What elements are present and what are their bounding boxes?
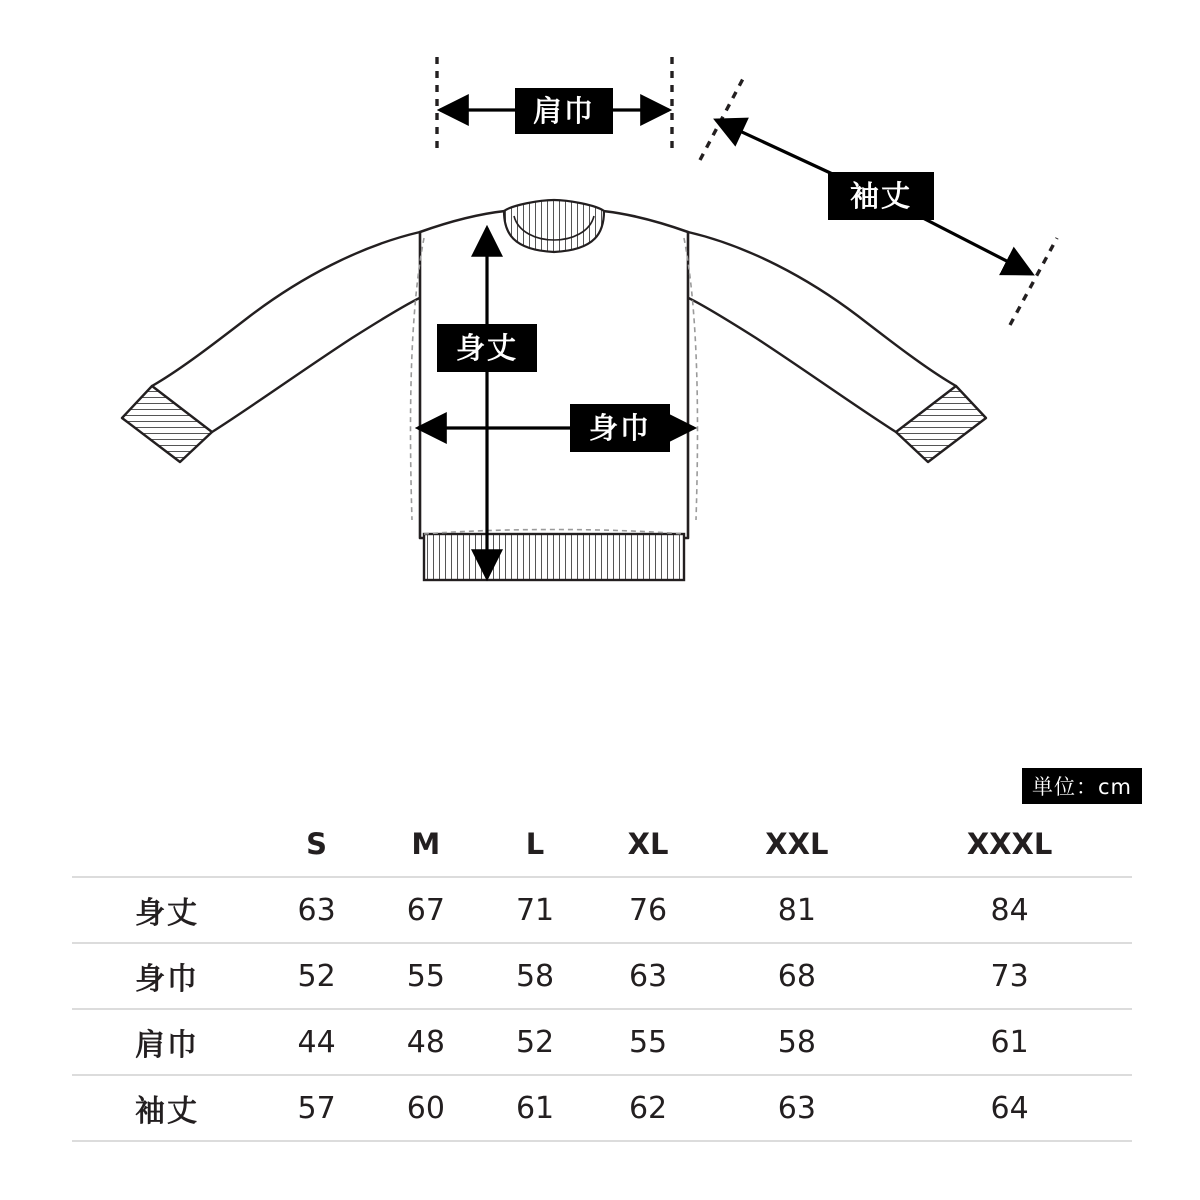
cell-body-width-xxl: 68: [777, 958, 816, 994]
cell-sleeve-length-s: 57: [297, 1090, 336, 1126]
cell-body-width-xl: 63: [628, 958, 668, 994]
cell-sleeve-length-m: 60: [406, 1090, 445, 1126]
size-header-xxl: XXL: [706, 812, 887, 877]
label-body-length: 身丈: [437, 324, 537, 372]
size-header-m: M: [371, 812, 480, 877]
cell-body-width-l: 58: [515, 958, 555, 994]
size-header-xxxl: XXXL: [887, 812, 1132, 877]
table-row: [72, 877, 1132, 943]
label-shoulder-width: 肩巾: [515, 88, 613, 134]
table-row: [72, 1009, 1132, 1075]
table-header-row: [72, 812, 1132, 877]
cell-body-length-xxl: 81: [777, 892, 816, 928]
garment-outline: [122, 200, 986, 580]
cell-body-length-s: 63: [297, 892, 336, 928]
cell-sleeve-length-xxl: 63: [777, 1090, 816, 1126]
table-row: [72, 943, 1132, 1009]
table-row: [72, 1075, 1132, 1141]
cell-body-length-m: 67: [406, 892, 445, 928]
cell-shoulder-width-xl: 55: [628, 1024, 668, 1060]
cell-shoulder-width-s: 44: [297, 1024, 336, 1060]
size-chart-table: [72, 812, 1132, 1142]
cell-sleeve-length-xl: 62: [628, 1090, 668, 1126]
size-header-xl: XL: [590, 812, 707, 877]
cell-body-width-m: 55: [406, 958, 445, 994]
label-sleeve-length: 袖丈: [828, 172, 934, 220]
cell-shoulder-width-l: 52: [515, 1024, 555, 1060]
cell-body-length-xl: 76: [628, 892, 668, 928]
size-header-s: S: [262, 812, 371, 877]
cell-sleeve-length-l: 61: [515, 1090, 555, 1126]
cell-shoulder-width-xxxl: 61: [990, 1024, 1029, 1060]
label-body-width: 身巾: [570, 404, 670, 452]
table-corner-cell: [72, 812, 262, 877]
cell-shoulder-width-m: 48: [406, 1024, 445, 1060]
row-label-sleeve-length: 袖丈: [135, 1094, 199, 1129]
cell-sleeve-length-xxxl: 64: [990, 1090, 1029, 1126]
cell-body-length-xxxl: 84: [990, 892, 1029, 928]
cell-body-width-xxxl: 73: [990, 958, 1029, 994]
unit-badge: 単位：cm: [1022, 768, 1142, 804]
row-label-body-length: 身丈: [135, 896, 199, 931]
row-label-shoulder-width: 肩巾: [135, 1028, 199, 1063]
cell-shoulder-width-xxl: 58: [777, 1024, 816, 1060]
row-label-body-width: 身巾: [135, 962, 199, 997]
cell-body-length-l: 71: [515, 892, 555, 928]
cell-body-width-s: 52: [297, 958, 336, 994]
size-header-l: L: [480, 812, 589, 877]
